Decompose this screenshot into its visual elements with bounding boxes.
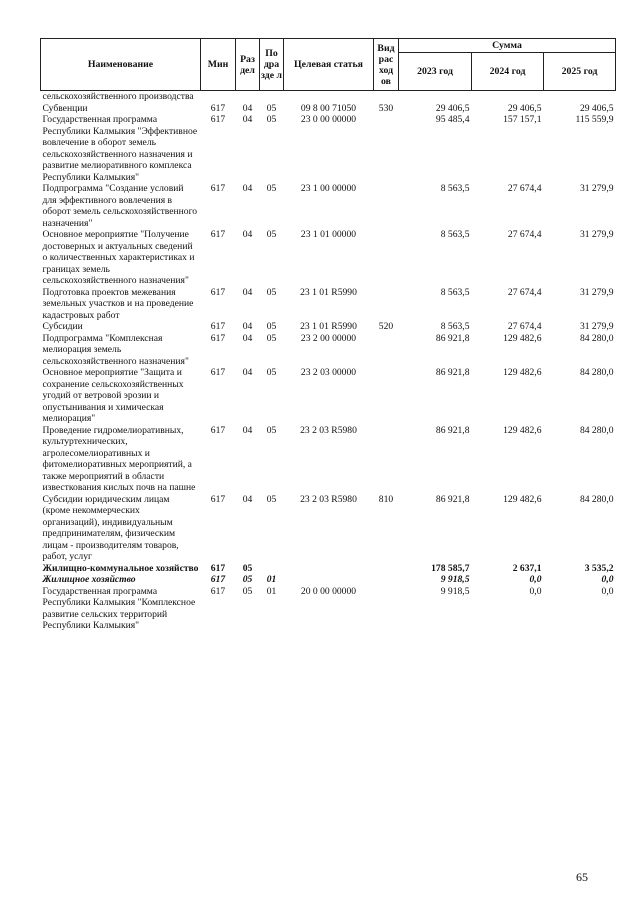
row-sum-2024: 129 482,6 xyxy=(503,493,542,505)
header-vid: Вид рас ход ов xyxy=(374,39,399,91)
row-vid xyxy=(374,91,399,103)
row-sum-2025: 3 535,2 xyxy=(584,562,614,574)
row-vid xyxy=(374,333,399,368)
row-razdel: 04 xyxy=(242,102,253,114)
row-name: Основное мероприятие "Получение достоверных и актуальных сведений о количественных характеристиках и границах земель сельскохозяйственного назначения" xyxy=(42,229,195,286)
header-2025: 2025 год xyxy=(544,53,616,91)
row-target xyxy=(284,574,374,586)
row-name: Государственная программа Республики Калмыкия "Эффективное вовлечение в оборот земель сельскохозяйственного назначения и развитие мелиоративного комплекса Республики Калмыкия" xyxy=(42,114,198,183)
row-target: 20 0 00 00000 xyxy=(300,585,357,597)
row-min: 617 xyxy=(210,114,226,125)
row-razdel: 05 xyxy=(242,562,253,574)
row-min: 617 xyxy=(210,574,226,585)
row-sum-2025: 31 279,9 xyxy=(579,286,614,298)
row-sum-2024: 27 674,4 xyxy=(507,321,542,332)
row-sum-2024: 0,0 xyxy=(529,574,542,585)
row-min: 617 xyxy=(210,493,226,505)
row-razdel: 04 xyxy=(242,493,253,505)
row-sum-2023: 86 921,8 xyxy=(435,424,470,436)
row-vid xyxy=(374,287,399,322)
row-min: 617 xyxy=(210,183,226,194)
row-min xyxy=(201,91,236,103)
row-razdel: 04 xyxy=(242,321,253,332)
row-podrazdel: 05 xyxy=(266,114,277,125)
row-target xyxy=(284,563,374,575)
row-sum-2024: 129 482,6 xyxy=(503,332,542,344)
table-row xyxy=(41,586,616,632)
row-vid xyxy=(374,425,399,494)
row-target: 09 8 00 71050 xyxy=(300,102,357,114)
table-row xyxy=(41,425,616,494)
header-min: Мин xyxy=(201,39,236,91)
row-name: Основное мероприятие "Защита и сохранение сельскохозяйственных угодий от ветровой эрозии и опустынивания и химическая мелиорация" xyxy=(42,367,184,424)
budget-table xyxy=(40,38,616,632)
row-sum-2023: 8 563,5 xyxy=(440,286,470,298)
budget-table-page xyxy=(40,38,615,632)
row-sum-2025: 31 279,9 xyxy=(579,321,614,332)
table-row xyxy=(41,494,616,563)
row-vid: 810 xyxy=(378,493,394,505)
row-name: Государственная программа Республики Калмыкия "Комплексное развитие сельских территорий Республики Калмыкия" xyxy=(42,585,196,631)
row-name: сельскохозяйственного производства xyxy=(42,91,194,102)
row-sum-2023: 86 921,8 xyxy=(435,332,470,344)
row-podrazdel: 05 xyxy=(266,183,277,194)
row-min: 617 xyxy=(210,321,226,332)
row-name: Подпрограмма "Комплексная мелиорация земель сельскохозяйственного назначения" xyxy=(42,332,189,367)
header-target: Целевая статья xyxy=(284,39,374,91)
row-target: 23 2 03 00000 xyxy=(300,367,357,378)
row-target xyxy=(284,91,374,103)
header-podrazdel: По дра зде л xyxy=(260,39,284,91)
row-razdel: 05 xyxy=(242,585,253,597)
row-sum-2025: 84 280,0 xyxy=(579,493,614,505)
row-razdel: 04 xyxy=(242,424,253,436)
row-sum-2024: 29 406,5 xyxy=(507,102,542,114)
row-sum-2024: 129 482,6 xyxy=(503,367,542,378)
row-sum-2023: 86 921,8 xyxy=(435,493,470,505)
table-row xyxy=(41,574,616,586)
row-name: Проведение гидромелиоративных, культуртехнических, агролесомелиоративных и фитомелиоративных мероприятий, а также мероприятий в области известкования кислых почв на пашне xyxy=(42,424,196,493)
table-row xyxy=(41,333,616,368)
table-row xyxy=(41,321,616,333)
row-sum-2025: 115 559,9 xyxy=(575,114,614,125)
row-vid xyxy=(374,114,399,183)
row-sum-2023 xyxy=(399,91,472,103)
header-name: Наименование xyxy=(41,39,201,91)
row-vid: 520 xyxy=(378,321,394,332)
row-name: Жилищно-коммунальное хозяйство xyxy=(42,562,199,574)
header-2023: 2023 год xyxy=(399,53,472,91)
row-sum-2023: 8 563,5 xyxy=(440,229,470,240)
row-min: 617 xyxy=(210,286,226,298)
row-name: Подготовка проектов межевания земельных участков и на проведение кадастровых работ xyxy=(42,286,194,321)
row-razdel: 04 xyxy=(242,332,253,344)
row-min: 617 xyxy=(210,102,226,114)
row-sum-2025: 84 280,0 xyxy=(579,367,614,378)
row-vid xyxy=(374,563,399,575)
row-vid xyxy=(374,367,399,425)
row-name: Жилищное хозяйство xyxy=(42,574,136,585)
row-sum-2023: 29 406,5 xyxy=(435,102,470,114)
table-row xyxy=(41,91,616,103)
row-podrazdel: 05 xyxy=(266,332,277,344)
row-min: 617 xyxy=(210,424,226,436)
row-razdel: 05 xyxy=(242,574,253,585)
row-podrazdel: 05 xyxy=(266,229,277,240)
row-sum-2025: 0,0 xyxy=(601,574,614,585)
row-name: Подпрограмма "Создание условий для эффективного вовлечения в оборот земель сельскохозяйственного назначения" xyxy=(42,183,198,229)
row-min: 617 xyxy=(210,562,226,574)
table-row xyxy=(41,229,616,287)
page-number: 65 xyxy=(576,870,588,884)
row-podrazdel: 05 xyxy=(266,493,277,505)
row-podrazdel: 01 xyxy=(266,585,277,597)
row-sum-2024: 27 674,4 xyxy=(507,286,542,298)
row-sum-2023: 8 563,5 xyxy=(440,183,470,194)
row-sum-2023: 8 563,5 xyxy=(440,321,470,332)
row-sum-2025: 84 280,0 xyxy=(579,332,614,344)
row-target: 23 1 01 00000 xyxy=(300,229,357,240)
row-sum-2025: 84 280,0 xyxy=(579,424,614,436)
row-target: 23 1 00 00000 xyxy=(300,183,357,194)
table-row xyxy=(41,103,616,115)
row-razdel: 04 xyxy=(242,367,253,378)
table-row xyxy=(41,287,616,322)
row-podrazdel: 05 xyxy=(266,367,277,378)
row-podrazdel: 01 xyxy=(266,574,277,585)
row-razdel xyxy=(236,91,260,103)
row-sum-2025 xyxy=(544,91,616,103)
header-2024: 2024 год xyxy=(472,53,544,91)
row-sum-2024: 2 637,1 xyxy=(512,562,542,574)
row-podrazdel xyxy=(260,91,284,103)
row-target: 23 1 01 R5990 xyxy=(300,286,357,298)
table-row xyxy=(41,183,616,229)
row-podrazdel: 05 xyxy=(266,286,277,298)
row-sum-2025: 31 279,9 xyxy=(579,183,614,194)
row-vid xyxy=(374,586,399,632)
row-target: 23 2 03 R5980 xyxy=(300,493,357,505)
row-razdel: 04 xyxy=(242,183,253,194)
row-sum-2024 xyxy=(472,91,544,103)
row-sum-2025: 31 279,9 xyxy=(579,229,614,240)
row-podrazdel: 05 xyxy=(266,424,277,436)
row-sum-2024: 129 482,6 xyxy=(503,424,542,436)
row-sum-2023: 95 485,4 xyxy=(435,114,470,125)
row-podrazdel xyxy=(260,563,284,575)
row-sum-2024: 0,0 xyxy=(529,585,542,597)
row-name: Субвенции xyxy=(42,102,88,114)
table-row xyxy=(41,114,616,183)
row-sum-2024: 27 674,4 xyxy=(507,229,542,240)
row-razdel: 04 xyxy=(242,286,253,298)
header-sum: Сумма xyxy=(399,39,616,53)
table-row xyxy=(41,367,616,425)
row-sum-2023: 9 918,5 xyxy=(440,585,470,597)
row-sum-2023: 178 585,7 xyxy=(431,562,470,574)
row-sum-2024: 27 674,4 xyxy=(507,183,542,194)
row-sum-2025: 29 406,5 xyxy=(579,102,614,114)
row-name: Субсидии xyxy=(42,321,83,332)
table-row xyxy=(41,563,616,575)
row-podrazdel: 05 xyxy=(266,102,277,114)
row-vid: 530 xyxy=(378,102,394,114)
row-min: 617 xyxy=(210,585,226,597)
row-podrazdel: 05 xyxy=(266,321,277,332)
row-sum-2024: 157 157,1 xyxy=(503,114,542,125)
row-vid xyxy=(374,574,399,586)
row-vid xyxy=(374,229,399,287)
row-target: 23 2 03 R5980 xyxy=(300,424,357,436)
row-min: 617 xyxy=(210,367,226,378)
row-sum-2023: 86 921,8 xyxy=(435,367,470,378)
header-razdel: Раз дел xyxy=(236,39,260,91)
row-target: 23 1 01 R5990 xyxy=(300,321,357,332)
row-target: 23 0 00 00000 xyxy=(300,114,357,125)
table-body xyxy=(41,91,616,632)
row-target: 23 2 00 00000 xyxy=(300,332,357,344)
row-razdel: 04 xyxy=(242,229,253,240)
row-vid xyxy=(374,183,399,229)
row-razdel: 04 xyxy=(242,114,253,125)
row-min: 617 xyxy=(210,229,226,240)
row-sum-2023: 9 918,5 xyxy=(440,574,470,585)
row-min: 617 xyxy=(210,332,226,344)
row-name: Субсидии юридическим лицам (кроме некоммерческих организаций), индивидуальным предпринимателям, физическим лицам - производителям товаров, работ, услуг xyxy=(42,493,179,562)
row-sum-2025: 0,0 xyxy=(601,585,614,597)
